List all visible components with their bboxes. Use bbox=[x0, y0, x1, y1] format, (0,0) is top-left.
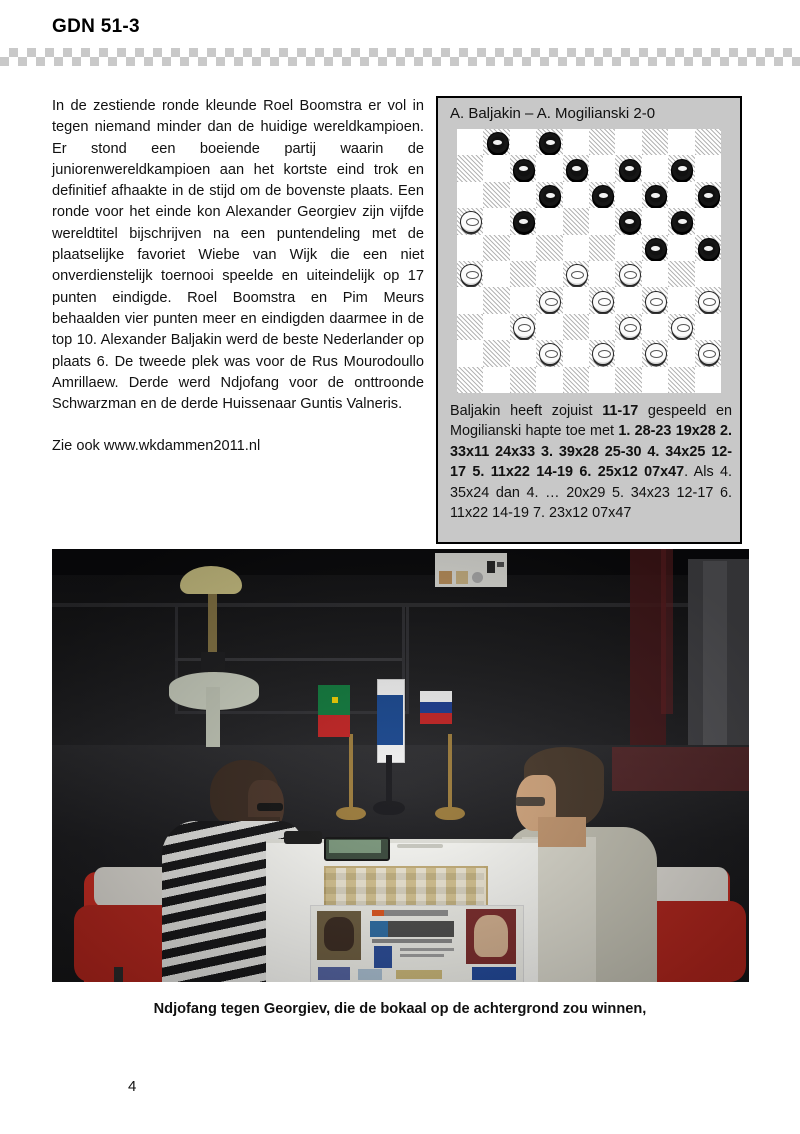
board-square-36 bbox=[457, 314, 483, 340]
board-square-9 bbox=[615, 155, 641, 181]
board-square-40 bbox=[668, 314, 694, 340]
black-piece-12 bbox=[539, 185, 561, 207]
white-piece-40 bbox=[671, 317, 693, 339]
black-piece-9 bbox=[619, 159, 641, 181]
board-square-45 bbox=[695, 340, 721, 366]
board-light-square bbox=[695, 208, 721, 234]
board-light-square bbox=[536, 314, 562, 340]
board-light-square bbox=[668, 182, 694, 208]
board-square-16 bbox=[457, 208, 483, 234]
analysis-run-1: 11-17 bbox=[602, 403, 639, 419]
board-light-square bbox=[642, 208, 668, 234]
board-light-square bbox=[563, 129, 589, 155]
black-piece-20 bbox=[671, 211, 693, 233]
board-light-square bbox=[589, 367, 615, 393]
board-light-square bbox=[668, 340, 694, 366]
board-light-square bbox=[510, 129, 536, 155]
diagram-panel bbox=[436, 96, 742, 544]
white-piece-39 bbox=[619, 317, 641, 339]
board-square-11 bbox=[483, 182, 509, 208]
board-light-square bbox=[510, 235, 536, 261]
board-square-31 bbox=[483, 287, 509, 313]
board-light-square bbox=[668, 235, 694, 261]
white-piece-16 bbox=[460, 211, 482, 233]
article-paragraph-1: In de zestiende ronde kleunde Roel Boomstra er vol in tegen niemand minder dan de huidige wereldkampioen. Er stond een boeiende partij waarin de juniorenwereldkampioen aan het kortste eind trok en definitief afhaakte in de stijd om de bovenste plaats. Een ronde voor het einde kon Alexander Georgiev zijn vijfde wereldtitel bijschrijven na een puntendeling met de plaatselijke favoriet Wiebe van Wijk die een niet onverdienstelijk toernooi speelde en uiteindelijk op 17 punten eindigde. Roel Boomstra en Pim Meurs behaalden vier punten meer en eindigden daarmee in de top 10. Alexander Baljakin werd de beste Nederlander op plaats 6. De tweede plek was voor de Rus Mourodoullo Amrillaew. Derde werd Ndjofang voor de onttroonde Schwarzman en de derde Huissenaar Guntis Valneris. bbox=[52, 98, 424, 413]
board-square-1 bbox=[483, 129, 509, 155]
board-light-square bbox=[457, 340, 483, 366]
board-square-18 bbox=[563, 208, 589, 234]
board-square-2 bbox=[536, 129, 562, 155]
black-piece-10 bbox=[671, 159, 693, 181]
board-light-square bbox=[615, 340, 641, 366]
white-piece-32 bbox=[539, 291, 561, 313]
board-light-square bbox=[668, 287, 694, 313]
board-light-square bbox=[483, 314, 509, 340]
black-piece-17 bbox=[513, 211, 535, 233]
board-light-square bbox=[536, 367, 562, 393]
board-square-4 bbox=[642, 129, 668, 155]
board-light-square bbox=[483, 367, 509, 393]
diagram-analysis-text bbox=[450, 401, 732, 523]
board-square-12 bbox=[536, 182, 562, 208]
white-piece-42 bbox=[539, 343, 561, 365]
board-square-43 bbox=[589, 340, 615, 366]
board-square-42 bbox=[536, 340, 562, 366]
board-square-15 bbox=[695, 182, 721, 208]
checkered-divider bbox=[0, 48, 800, 66]
board-square-34 bbox=[642, 287, 668, 313]
board-square-32 bbox=[536, 287, 562, 313]
white-piece-35 bbox=[698, 291, 720, 313]
board-light-square bbox=[615, 287, 641, 313]
board-light-square bbox=[510, 182, 536, 208]
board-square-25 bbox=[695, 235, 721, 261]
board-light-square bbox=[642, 367, 668, 393]
white-piece-34 bbox=[645, 291, 667, 313]
white-piece-45 bbox=[698, 343, 720, 365]
board-light-square bbox=[615, 182, 641, 208]
board-square-49 bbox=[615, 367, 641, 393]
board-light-square bbox=[695, 314, 721, 340]
board-square-33 bbox=[589, 287, 615, 313]
board-square-48 bbox=[563, 367, 589, 393]
board-square-17 bbox=[510, 208, 536, 234]
board-square-5 bbox=[695, 129, 721, 155]
board-light-square bbox=[483, 261, 509, 287]
white-piece-33 bbox=[592, 291, 614, 313]
black-piece-19 bbox=[619, 211, 641, 233]
board-square-23 bbox=[589, 235, 615, 261]
board-square-7 bbox=[510, 155, 536, 181]
board-light-square bbox=[695, 261, 721, 287]
white-piece-28 bbox=[566, 264, 588, 286]
board-square-38 bbox=[563, 314, 589, 340]
board-light-square bbox=[457, 129, 483, 155]
board-light-square bbox=[642, 155, 668, 181]
tournament-photo bbox=[52, 549, 749, 982]
black-piece-24 bbox=[645, 238, 667, 260]
draughts-board bbox=[457, 129, 721, 393]
white-piece-37 bbox=[513, 317, 535, 339]
board-light-square bbox=[642, 314, 668, 340]
board-square-39 bbox=[615, 314, 641, 340]
board-square-20 bbox=[668, 208, 694, 234]
board-square-35 bbox=[695, 287, 721, 313]
black-piece-1 bbox=[487, 132, 509, 154]
analysis-run-4: . Als 4. 35x24 dan 4. … 20x29 5. 34x23 12-17 6. 11x22 14-19 7. 23x12 07x47 bbox=[450, 464, 733, 522]
board-square-6 bbox=[457, 155, 483, 181]
board-light-square bbox=[695, 367, 721, 393]
board-square-8 bbox=[563, 155, 589, 181]
board-square-21 bbox=[483, 235, 509, 261]
board-light-square bbox=[536, 208, 562, 234]
analysis-run-3: 1. 28-23 19x28 2. 33x11 24x33 3. 39x28 25-30 4. 34x25 12-17 5. 11x22 14-19 6. 25x12 07x47 bbox=[450, 423, 732, 481]
board-light-square bbox=[457, 182, 483, 208]
analysis-run-2: gespeeld en Mogilianski hapte toe met bbox=[450, 403, 733, 440]
board-light-square bbox=[589, 208, 615, 234]
black-piece-2 bbox=[539, 132, 561, 154]
analysis-run-0: Baljakin heeft zojuist bbox=[450, 403, 603, 419]
board-square-26 bbox=[457, 261, 483, 287]
photo-caption: Ndjofang tegen Georgiev, die de bokaal op de achtergrond zou winnen, bbox=[153, 1001, 647, 1017]
board-square-27 bbox=[510, 261, 536, 287]
board-light-square bbox=[642, 261, 668, 287]
white-piece-43 bbox=[592, 343, 614, 365]
black-piece-7 bbox=[513, 159, 535, 181]
article-paragraph-2: Zie ook www.wkdammen2011.nl bbox=[52, 438, 261, 455]
board-square-13 bbox=[589, 182, 615, 208]
board-light-square bbox=[536, 155, 562, 181]
board-square-19 bbox=[615, 208, 641, 234]
board-square-3 bbox=[589, 129, 615, 155]
diagram-title: A. Baljakin – A. Mogilianski 2-0 bbox=[450, 105, 656, 122]
board-light-square bbox=[510, 287, 536, 313]
board-square-24 bbox=[642, 235, 668, 261]
board-light-square bbox=[563, 182, 589, 208]
board-square-44 bbox=[642, 340, 668, 366]
board-light-square bbox=[589, 155, 615, 181]
board-square-41 bbox=[483, 340, 509, 366]
board-light-square bbox=[483, 155, 509, 181]
page-title: GDN 51-3 bbox=[52, 16, 140, 37]
board-light-square bbox=[510, 340, 536, 366]
board-light-square bbox=[483, 208, 509, 234]
white-piece-26 bbox=[460, 264, 482, 286]
board-square-28 bbox=[563, 261, 589, 287]
black-piece-13 bbox=[592, 185, 614, 207]
board-light-square bbox=[563, 235, 589, 261]
board-light-square bbox=[615, 129, 641, 155]
board-square-22 bbox=[536, 235, 562, 261]
board-light-square bbox=[589, 314, 615, 340]
board-square-30 bbox=[668, 261, 694, 287]
board-square-50 bbox=[668, 367, 694, 393]
board-square-46 bbox=[457, 367, 483, 393]
black-piece-25 bbox=[698, 238, 720, 260]
board-light-square bbox=[695, 155, 721, 181]
board-square-37 bbox=[510, 314, 536, 340]
board-light-square bbox=[457, 235, 483, 261]
board-square-29 bbox=[615, 261, 641, 287]
black-piece-15 bbox=[698, 185, 720, 207]
white-piece-44 bbox=[645, 343, 667, 365]
white-piece-29 bbox=[619, 264, 641, 286]
black-piece-14 bbox=[645, 185, 667, 207]
article-body bbox=[52, 96, 424, 458]
board-light-square bbox=[668, 129, 694, 155]
board-light-square bbox=[589, 261, 615, 287]
board-square-14 bbox=[642, 182, 668, 208]
page-number: 4 bbox=[128, 1078, 137, 1095]
board-square-10 bbox=[668, 155, 694, 181]
board-light-square bbox=[457, 287, 483, 313]
board-light-square bbox=[615, 235, 641, 261]
black-piece-8 bbox=[566, 159, 588, 181]
board-square-47 bbox=[510, 367, 536, 393]
board-light-square bbox=[563, 340, 589, 366]
board-light-square bbox=[536, 261, 562, 287]
board-light-square bbox=[563, 287, 589, 313]
